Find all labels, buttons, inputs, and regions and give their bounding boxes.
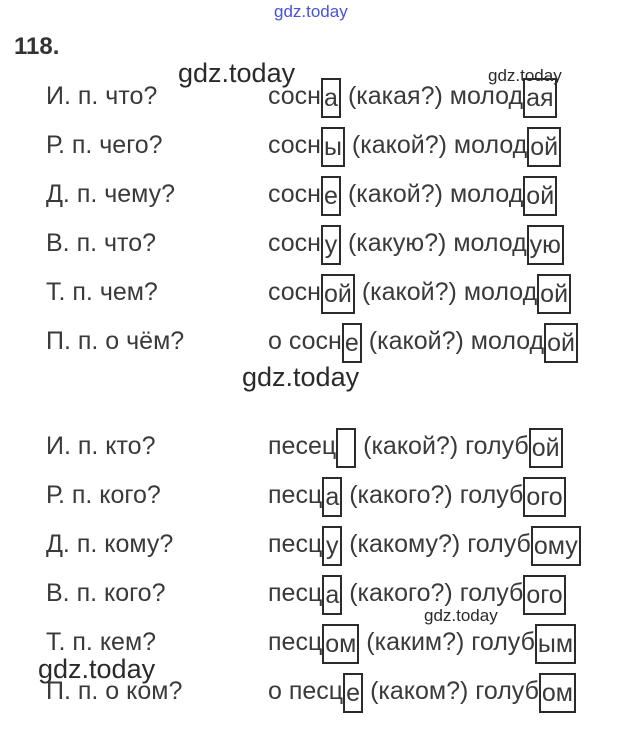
adjective-ending-box: ую (527, 225, 564, 265)
adjective-stem: молод (449, 180, 524, 208)
noun-stem: песц (268, 628, 323, 656)
adjective-stem: молод (453, 131, 528, 159)
adjective-question: (какого?) (342, 481, 460, 509)
noun-ending-box (336, 428, 356, 468)
adjective-stem: голуб (459, 579, 524, 607)
noun-stem: песц (268, 579, 323, 607)
adjective-stem: голуб (475, 677, 539, 705)
adjective-question: (какой?) (356, 432, 466, 460)
adjective-ending-box: ом (539, 673, 576, 713)
phrase (268, 669, 576, 713)
adjective-question: (каком?) (363, 677, 476, 705)
noun-stem: о сосн (268, 327, 342, 355)
phrase (268, 74, 557, 118)
noun-ending-box: а (322, 477, 342, 517)
adjective-ending-box: ой (523, 176, 557, 216)
noun-stem: о песц (268, 677, 344, 705)
adjective-stem: молод (449, 82, 524, 110)
adjective-ending-box: ая (523, 78, 556, 118)
adjective-stem: молод (463, 278, 538, 306)
phrase (268, 424, 563, 468)
adjective-question: (какую?) (341, 229, 454, 257)
adjective-stem: голуб (467, 530, 531, 558)
exercise-number: 118. (14, 33, 60, 60)
case-question: П. п. о ком? (46, 677, 183, 705)
noun-stem: сосн (268, 278, 321, 306)
adjective-ending-box: ой (529, 428, 563, 468)
case-question: В. п. что? (46, 229, 156, 257)
adjective-ending-box: ой (527, 127, 561, 167)
phrase (268, 172, 557, 216)
adjective-stem: голуб (465, 432, 529, 460)
adjective-ending-box: ого (523, 575, 565, 615)
phrase (268, 571, 566, 615)
case-question: Д. п. кому? (46, 530, 174, 558)
case-question: Р. п. чего? (46, 131, 163, 159)
noun-stem: сосн (268, 229, 321, 257)
adjective-ending-box: ому (531, 526, 581, 566)
adjective-question: (какой?) (344, 131, 454, 159)
adjective-stem: голуб (471, 628, 535, 656)
watermark: gdz.today (242, 362, 360, 392)
adjective-ending-box: ой (537, 274, 571, 314)
noun-ending-box: у (322, 526, 342, 566)
adjective-question: (какой?) (354, 278, 464, 306)
adjective-question: (какого?) (342, 579, 460, 607)
adjective-ending-box: ого (523, 477, 565, 517)
case-question: И. п. кто? (46, 432, 156, 460)
noun-stem: песец (268, 432, 337, 460)
case-question: П. п. о чём? (46, 327, 185, 355)
noun-stem: песц (268, 481, 323, 509)
case-question: Р. п. кого? (46, 481, 161, 509)
adjective-question: (каким?) (359, 628, 472, 656)
phrase (268, 620, 576, 664)
noun-ending-box: ы (321, 127, 345, 167)
noun-ending-box: е (342, 323, 362, 363)
adjective-ending-box: ой (544, 323, 578, 363)
noun-ending-box: у (321, 225, 341, 265)
noun-ending-box: е (343, 673, 363, 713)
case-question: И. п. что? (46, 82, 158, 110)
case-question: Т. п. кем? (46, 628, 157, 656)
noun-ending-box: а (322, 575, 342, 615)
case-question: Д. п. чему? (46, 180, 176, 208)
phrase (268, 123, 561, 167)
noun-stem: песц (268, 530, 323, 558)
adjective-stem: молод (470, 327, 545, 355)
phrase (268, 473, 566, 517)
phrase (268, 319, 578, 363)
phrase (268, 270, 571, 314)
noun-ending-box: е (321, 176, 341, 216)
noun-stem: сосн (268, 131, 321, 159)
adjective-question: (какая?) (341, 82, 450, 110)
noun-ending-box: ом (322, 624, 359, 664)
case-question: В. п. кого? (46, 579, 166, 607)
noun-ending-box: а (321, 78, 341, 118)
noun-stem: сосн (268, 180, 321, 208)
watermark: gdz.today (38, 654, 156, 684)
case-question: Т. п. чем? (46, 278, 158, 306)
watermark: gdz.today (488, 66, 562, 85)
watermark: gdz.today (424, 606, 498, 625)
adjective-stem: молод (453, 229, 527, 257)
watermark: gdz.today (178, 58, 296, 88)
adjective-question: (какому?) (342, 530, 468, 558)
adjective-question: (какой?) (361, 327, 471, 355)
phrase (268, 221, 564, 265)
phrase (268, 522, 581, 566)
adjective-question: (какой?) (341, 180, 450, 208)
noun-stem: сосн (268, 82, 321, 110)
adjective-ending-box: ым (535, 624, 576, 664)
adjective-stem: голуб (459, 481, 524, 509)
noun-ending-box: ой (321, 274, 355, 314)
watermark-top: gdz.today (274, 2, 348, 21)
